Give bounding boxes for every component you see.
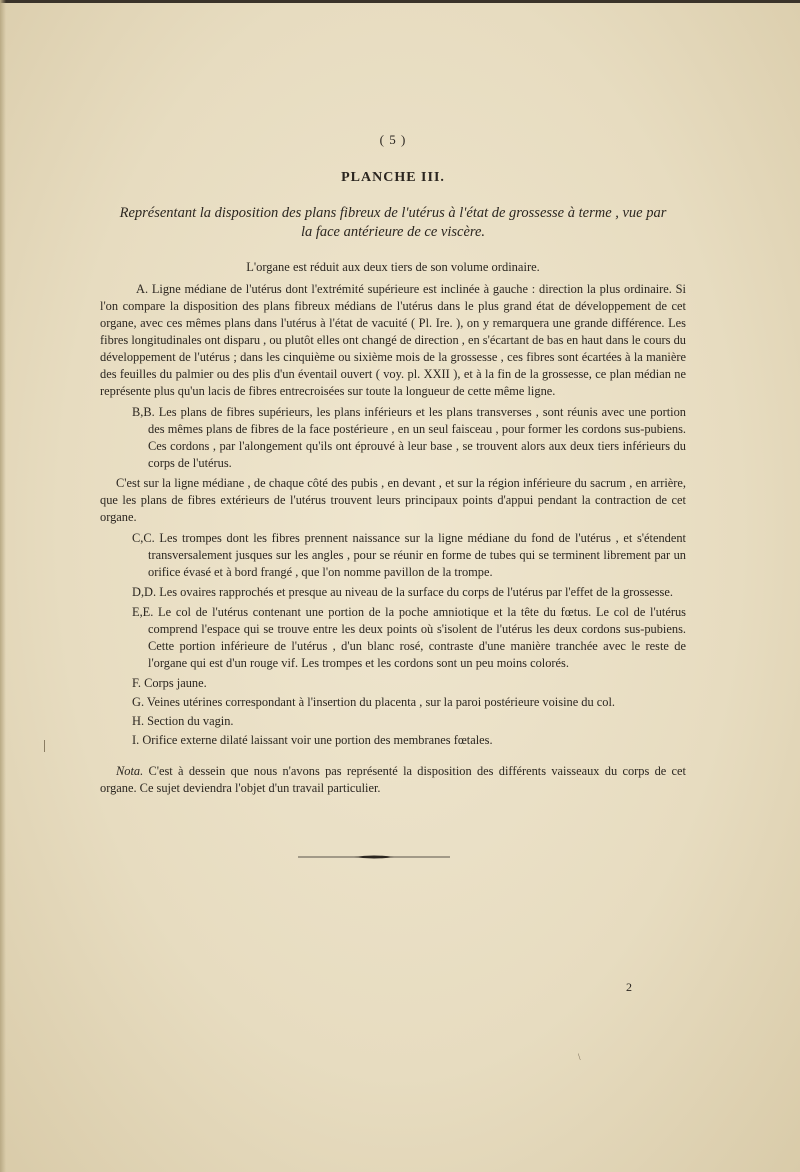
page-number: ( 5 ) [379, 132, 407, 147]
intro-line: L'organe est réduit aux deux tiers de son volume ordinaire. [246, 260, 540, 274]
stray-mark: \ [578, 1052, 581, 1062]
nota-text: C'est à dessein que nous n'avons pas représenté la disposition des différents vaisseaux du corps de cet organe. Ce sujet deviendra l'objet d'un travail particulier. [100, 764, 686, 795]
nota-paragraph [100, 763, 686, 797]
item-c-c: C,C. Les trompes dont les fibres prennent naissance sur la ligne médiane du fond de l'utérus , et s'étendent transversalement jusques sur les angles , pour se réunir en forme de tubes qui se terminent librement par un orifice évasé et à bord frangé , que l'on nomme pavillon de la trompe. [132, 531, 686, 579]
paragraph-pubis: C'est sur la ligne médiane , de chaque côté des pubis , en devant , et sur la région inférieure du sacrum , en arrière, que les plans de fibres extérieurs de l'utérus trouvent leurs principaux points d'appui pendant la contraction de cet organe. [100, 476, 686, 524]
plate-subtitle [100, 204, 686, 242]
top-edge-rule [0, 0, 800, 3]
item-e-e: E,E. Le col de l'utérus contenant une portion de la poche amniotique et la tête du fœtus. Le col de l'utérus comprend l'espace qui se trouve entre les deux points où s'isolent de l'utérus les deux cordons sus-pubiens. Cette portion inférieure de l'utérus , d'un blanc rosé, contraste d'une manière tranchée avec le reste de l'organe qui est d'un rouge vif. Les trompes et les cordons sont un peu moins colorés. [132, 605, 686, 670]
nota-label: Nota. [116, 764, 144, 778]
subtitle-line-2: la face antérieure de ce viscère. [300, 224, 486, 240]
plate-title: PLANCHE III. [341, 170, 445, 185]
item-b-b: B,B. Les plans de fibres supérieurs, les plans inférieurs et les plans transverses , sont réunis avec une portion des mêmes plans de fibres de la face postérieure , en un seul faisceau , pour former les cordons sus-pubiens. Ces cordons , par l'alongement qu'ils ont éprouvé à leur base , se trouvent alors aux deux tiers inférieurs du corps de l'utérus. [132, 405, 686, 470]
signature-mark: 2 [626, 980, 632, 994]
subtitle-line-1: Représentant la disposition des plans fibreux de l'utérus à l'état de grossesse à terme , vue par [119, 205, 667, 221]
margin-mark [44, 740, 45, 752]
item-d-d: D,D. Les ovaires rapprochés et presque au niveau de la surface du corps de l'utérus par l'effet de la grossesse. [132, 585, 673, 599]
binding-shadow [0, 0, 6, 1172]
item-i: I. Orifice externe dilaté laissant voir une portion des membranes fœtales. [132, 733, 493, 747]
ornamental-rule [298, 854, 450, 860]
paragraph-a: A. Ligne médiane de l'utérus dont l'extrémité supérieure est inclinée à gauche : direction la plus ordinaire. Si l'on compare la disposition des plans fibreux médians de l'utérus dans le plus grand état de développement de cet organe, avec ces mêmes plans dans l'utérus à l'état de vacuité ( Pl. Ire. ), on y remarquera une grande différence. Les fibres longitudinales ont disparu , ou plutôt elles ont changé de direction , en s'écartant de bas en haut dans le cours du développement de l'utérus ; dans les cinquième ou sixième mois de la grossesse , ces fibres sont écartées à la manière des feuilles du palmier ou des plis d'un éventail ouvert ( voy. pl. XXII ), et à la fin de la grossesse, ce plan médian ne représente plus qu'un lacis de fibres entrecroisées sur toute la longueur de cette même ligne. [100, 282, 686, 398]
item-f: F. Corps jaune. [132, 676, 207, 690]
item-h: H. Section du vagin. [132, 714, 234, 728]
text-block [100, 132, 686, 797]
item-g: G. Veines utérines correspondant à l'insertion du placenta , sur la paroi postérieure voisine du col. [132, 695, 616, 709]
